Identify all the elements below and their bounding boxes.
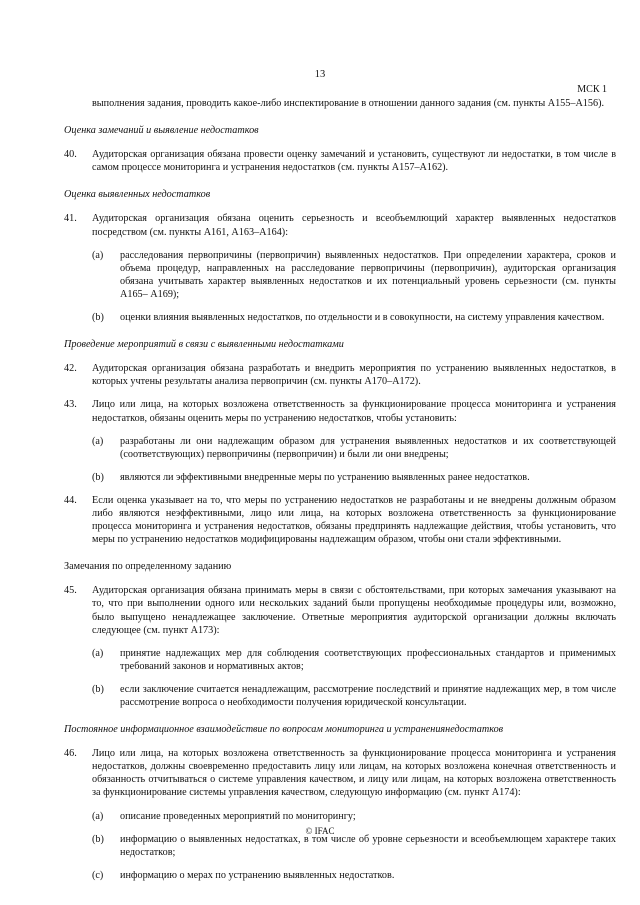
list-item-label: (a): [92, 647, 104, 659]
paragraph-number: 43.: [64, 399, 77, 411]
paragraph-text: Аудиторская организация обязана оценить серьезность и всеобъемлющий характер выявленных недостатков посредством (см. пункты А161, А163–А164):: [92, 213, 616, 238]
list-item-label: (b): [92, 471, 104, 483]
section-heading: Замечания по определенному заданию: [64, 561, 232, 573]
list-item-text: описание проведенных мероприятий по мониторингу;: [120, 810, 356, 822]
list-item-text: являются ли эффективными внедренные меры по устранению выявленных ранее недостатков.: [120, 471, 530, 483]
paragraph-number: 44.: [64, 494, 77, 506]
paragraph-number: 45.: [64, 585, 77, 597]
list-item-label: (a): [92, 435, 104, 447]
list-item-label: (a): [92, 249, 104, 261]
list-item-label: (a): [92, 810, 104, 822]
paragraph-number: 42.: [64, 363, 77, 375]
list-item-text: информацию о выявленных недостатках, в том числе об уровне серьезности и всеобъемлющем характере таких недостатков;: [120, 833, 616, 858]
section-heading: Постоянное информационное взаимодействие по вопросам мониторинга и устранениянедостатков: [64, 724, 504, 736]
list-item-text: принятие надлежащих мер для соблюдения соответствующих профессиональных стандартов и применимых требований законов и нормативных актов;: [120, 647, 616, 672]
paragraph-41: [64, 212, 616, 238]
list-item: [92, 471, 616, 484]
page-content: [64, 97, 616, 892]
paragraph-number: 46.: [64, 748, 77, 760]
list-item: [92, 647, 616, 673]
paragraph-44: [64, 494, 616, 546]
list-item-label: (b): [92, 683, 104, 695]
paragraph-text: Лицо или лица, на которых возложена ответственность за функционирование процесса мониторинга и устранения недостатков, обязаны оценить меры по устранению недостатков, чтобы установить:: [92, 399, 616, 424]
section-heading: Проведение мероприятий в связи с выявленными недостатками: [64, 339, 344, 351]
section-heading: Оценка замечаний и выявление недостатков: [64, 125, 259, 137]
paragraph-number: 40.: [64, 149, 77, 161]
paragraph-text: Аудиторская организация обязана разработать и внедрить мероприятия по устранению выявленных недостатков, в которых учтены результаты анализа первопричин (см. пункты А170–А172).: [92, 363, 616, 388]
paragraph-text: Лицо или лица, на которых возложена ответственность за функционирование процесса мониторинга и устранения недостатков, должны своевременно предоставить лицу или лицам, на которых возложена конечная ответственность и обязанность отчитываться о системе управления качеством, и лицу или лицам, на которых возложена ответственность за функционирование системы управления качеством, следующую информацию (см. пункт А174):: [92, 748, 616, 799]
list-item-text: если заключение считается ненадлежащим, рассмотрение последствий и принятие надлежащих мер, в том числе рассмотрение вопроса о необходимости получения юридической консультации.: [120, 683, 616, 708]
list-item-label: (b): [92, 833, 104, 845]
section-heading: Оценка выявленных недостатков: [64, 189, 211, 201]
paragraph-43: [64, 398, 616, 424]
standard-code: МСК 1: [577, 84, 607, 95]
paragraph-45: [64, 584, 616, 636]
list-item: [92, 311, 616, 324]
paragraph-46: [64, 747, 616, 799]
list-item: [92, 810, 616, 823]
continued-text: выполнения задания, проводить какое-либо инспектирование в отношении данного задания (см. пункты А155–А156).: [92, 98, 605, 109]
page-number: 13: [314, 69, 326, 80]
paragraph-40: [64, 148, 616, 174]
paragraph-number: 41.: [64, 213, 77, 225]
list-item-text: расследования первопричины (первопричин) выявленных недостатков. При определении характера, сроков и объема процедур, направленных на расследование первопричины (первопричин), аудиторская организация обязана учитывать характер выявленных недостатков и их потенциальный уровень серьезности (см. пункты А165– А169);: [120, 249, 616, 300]
list-item: [92, 833, 616, 859]
copyright-footer: © IFAC: [305, 826, 335, 836]
paragraph-text: Аудиторская организация обязана провести оценку замечаний и установить, существуют ли недостатки, в том числе в самом процессе мониторинга и устранения недостатков (см. пункты А157–А162).: [92, 149, 616, 174]
paragraph-42: [64, 362, 616, 388]
list-item-text: разработаны ли они надлежащим образом для устранения выявленных недостатков и их соответствующей (соответствующих) первопричины (первопричин) и были ли они внедрены;: [120, 435, 616, 460]
list-item: [92, 869, 616, 882]
paragraph-text: Если оценка указывает на то, что меры по устранению недостатков не разработаны и не внедрены должным образом либо являются неэффективными, лицо или лица, на которых возложена ответственность за функционирование процесса мониторинга и устранения недостатков, обязаны предпринять надлежащие действия, чтобы установить, что меры по устранению недостатков модифицированы надлежащим образом, чтобы они стали эффективными.: [92, 494, 616, 546]
list-item: [92, 683, 616, 709]
paragraph-text: Аудиторская организация обязана принимать меры в связи с обстоятельствами, при которых замечания указывают на то, что при выполнении одного или нескольких заданий были пропущены необходимые процедуры или, возможно, было выпущено ненадлежащее заключение. Ответные мероприятия аудиторской организации должны включать следующее (см. пункт А173):: [92, 585, 616, 636]
list-item: [92, 435, 616, 461]
list-item-text: оценки влияния выявленных недостатков, по отдельности и в совокупности, на систему управления качеством.: [120, 312, 605, 324]
list-item-label: (b): [92, 312, 104, 324]
list-item-text: информацию о мерах по устранению выявленных недостатков.: [120, 869, 395, 881]
list-item: [92, 249, 616, 301]
list-item-label: (c): [92, 869, 104, 881]
